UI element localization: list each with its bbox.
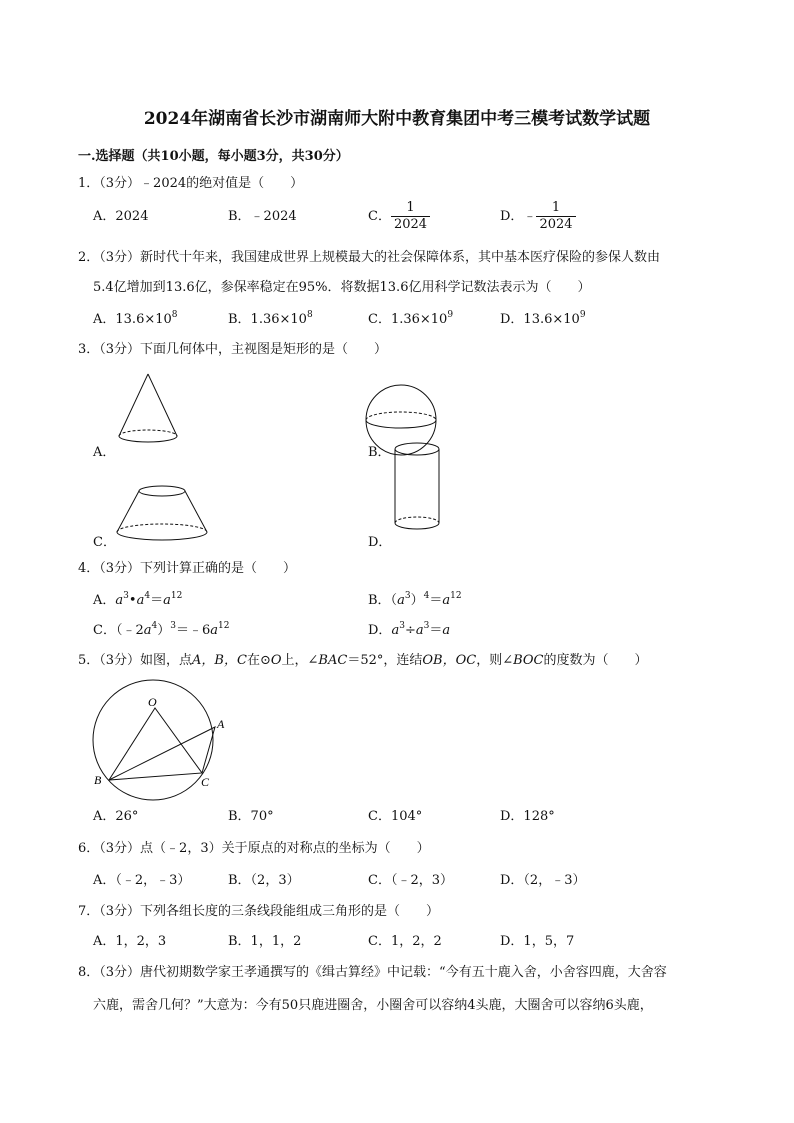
paren: ） [410,593,424,608]
option-label: B．（ [368,593,398,608]
cylinder-figure [389,440,449,540]
q2-option-c [368,310,453,330]
question-2-line-2: 5.4亿增加到13.6亿，参保率稳定在95%．将数据13.6亿用科学记数法表示为（ ） [93,280,591,295]
exponent: 9 [579,310,586,320]
q1-option-c-label: C． [368,209,391,224]
q4-option-d [368,621,450,641]
q7-option-d: D．1，5，7 [500,934,575,949]
exponent: 4 [423,591,430,601]
stem-segments: OB，OC [422,653,477,668]
q1-option-c-fraction [391,200,430,233]
q1-option-d-fraction [536,200,575,233]
operator: • [128,593,137,608]
label-a: A [217,717,225,731]
operator: ÷ [404,623,416,638]
stem-text: 上，∠ [281,653,319,668]
variable: a [115,593,124,608]
exponent: 3 [423,621,430,631]
option-label: C．（﹣2 [93,623,144,638]
stem-angle: BOC [513,653,544,668]
question-8-line-2: 六鹿，需舍几何？”大意为：今有50只鹿进圈舍，小圈舍可以容纳4头鹿，大圈舍可以容纳6头鹿， [93,998,653,1013]
question-3-stem: 3．（3分）下面几何体中，主视图是矩形的是（ ） [78,342,388,357]
exponent: 3 [404,591,411,601]
operator: ＝ [429,593,443,608]
variable: a [143,623,152,638]
label-c: C [201,775,210,789]
exponent: 12 [170,591,183,601]
q7-option-c: C．1，2，2 [368,934,442,949]
fraction-denominator: 2024 [393,217,428,232]
q3-option-c: C． [93,535,116,550]
q7-option-a: A．1，2，3 [93,934,167,949]
q2-option-b [228,310,313,330]
circle-geometry-figure [88,680,248,800]
variable: a [397,593,405,608]
q2-option-a [93,310,178,330]
q1-option-d-label: D．﹣ [500,209,537,224]
operator: ＝ [150,593,164,608]
exponent: 3 [170,621,176,631]
exponent: 8 [306,310,313,320]
exponent: 12 [450,591,462,601]
variable: a [442,623,451,638]
q4-option-b [368,591,462,611]
stem-text: 的度数为（ ） [543,653,648,668]
question-5-stem [78,651,648,671]
option-text: B．1.36×10 [228,312,307,327]
variable: a [163,593,171,608]
stem-angle: BAC [318,653,348,668]
q1-option-c [368,200,430,233]
q5-option-a: A．26° [93,809,139,824]
q6-option-c: C．（﹣2，3） [368,873,453,888]
option-text: C．1.36×10 [368,312,448,327]
q6-option-b: B．（2，3） [228,873,300,888]
stem-points: A，B，C [192,653,247,668]
page-title: 2024年湖南省长沙市湖南师大附中教育集团中考三模考试数学试题 [143,109,651,129]
q7-option-b: B．1，1，2 [228,934,302,949]
q1-option-b: B．﹣2024 [228,209,297,224]
q1-option-d [500,200,576,233]
cone-figure [115,372,185,452]
stem-text: ＝52°，连结 [347,653,423,668]
exponent: 8 [171,310,178,320]
exponent: 9 [447,310,454,320]
q2-option-d [500,310,586,330]
paren: ） [157,623,171,638]
question-8-line-1: 8．（3分）唐代初期数学家王孝通撰写的《缉古算经》中记载：“今有五十鹿入舍，小舍容四鹿，大舍容 [78,965,667,980]
option-label: A． [93,593,116,608]
operator: ＝ [429,623,443,638]
label-b: B [94,773,102,787]
q3-option-d: D． [368,535,392,550]
exponent: 12 [218,621,230,631]
variable: a [442,593,451,608]
q3-option-a: A． [93,445,116,460]
question-6-stem: 6．（3分）点（﹣2，3）关于原点的对称点的坐标为（ ） [78,841,430,856]
exponent: 3 [123,591,129,601]
stem-text: 5．（3分）如图，点 [78,653,193,668]
fraction-numerator: 1 [536,200,575,217]
exponent: 4 [144,591,151,601]
fraction-numerator: 1 [391,200,430,217]
stem-text: 在⊙ [246,653,271,668]
stem-circle-name: O [270,653,282,668]
q6-option-d: D．（2，﹣3） [500,873,586,888]
operator: ＝﹣6 [175,623,211,638]
label-o: O [148,695,157,709]
stem-text: ，则∠ [476,653,514,668]
q4-option-c [93,621,229,641]
q5-option-c: C．104° [368,809,423,824]
question-2-line-1: 2．（3分）新时代十年来，我国建成世界上规模最大的社会保障体系，其中基本医疗保险的参保人数由 [78,250,661,265]
q5-option-d: D．128° [500,809,555,824]
variable: a [136,593,145,608]
question-7-stem: 7．（3分）下列各组长度的三条线段能组成三角形的是（ ） [78,904,440,919]
variable: a [415,623,424,638]
option-label: D． [368,623,392,638]
option-text: D．13.6×10 [500,312,580,327]
exponent: 3 [399,621,405,631]
variable: a [210,623,219,638]
exponent: 4 [151,621,158,631]
question-4-stem: 4．（3分）下列计算正确的是（ ） [78,561,297,576]
q3-option-b: B． [368,445,391,460]
q5-option-b: B．70° [228,809,274,824]
option-text: A．13.6×10 [93,312,172,327]
section-heading: 一.选择题（共10小题，每小题3分，共30分） [78,149,349,164]
q6-option-a: A．（﹣2，﹣3） [93,873,191,888]
question-1-stem: 1．（3分）﹣2024的绝对值是（ ） [78,176,304,191]
fraction-denominator: 2024 [539,217,573,232]
variable: a [391,623,400,638]
q1-option-a: A．2024 [93,209,149,224]
frustum-figure [112,482,212,552]
q4-option-a [93,591,182,611]
